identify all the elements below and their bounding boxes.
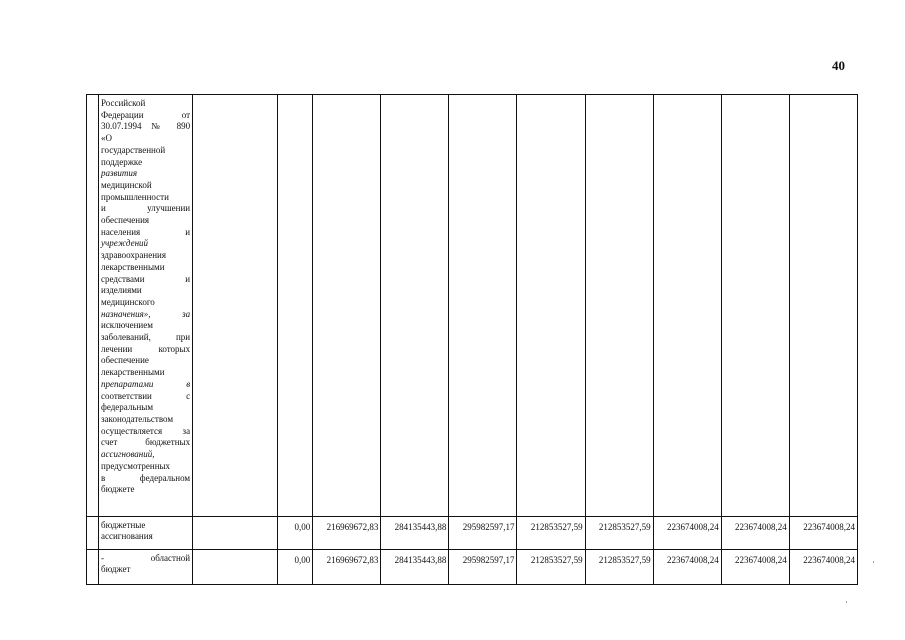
desc-line: здравоохранения xyxy=(101,250,167,261)
value-cell: 212853527,59 xyxy=(517,517,585,550)
value-cell: 223674008,24 xyxy=(721,550,789,585)
empty-cell xyxy=(193,550,278,585)
value-cell: 0,00 xyxy=(278,517,313,550)
value-cell: 223674008,24 xyxy=(653,550,721,585)
desc-line: учреждений xyxy=(101,238,149,249)
value-cell: 223674008,24 xyxy=(789,550,857,585)
value-cell: 212853527,59 xyxy=(585,550,653,585)
desc-line: лекарственными xyxy=(101,261,165,272)
value-cell: 216969672,83 xyxy=(313,550,381,585)
value-cell: 216969672,83 xyxy=(313,517,381,550)
desc-line: и улучшении xyxy=(101,203,191,214)
empty-cell xyxy=(193,517,278,550)
desc-line: лекарственными xyxy=(101,367,165,378)
desc-line: Российской xyxy=(101,98,146,108)
value-cell: 0,00 xyxy=(278,550,313,585)
value-cell: 295982597,17 xyxy=(449,517,517,550)
desc-line: назначения», за xyxy=(101,308,191,319)
row-label-line: - областной xyxy=(101,553,191,563)
value-cell: 212853527,59 xyxy=(517,550,585,585)
desc-line: соответствии с xyxy=(101,390,191,401)
scan-speck: ˙ xyxy=(872,560,875,570)
desc-line: в федеральном xyxy=(101,472,191,483)
table-row-budget-allocations xyxy=(87,517,858,550)
desc-line: препаратами в xyxy=(101,378,191,389)
desc-line: лечении которых xyxy=(101,343,191,354)
budget-table xyxy=(86,94,858,585)
desc-line: Федерации от xyxy=(101,109,191,120)
desc-line: федеральным xyxy=(101,402,154,413)
empty-cell xyxy=(789,95,857,517)
value-cell: 284135443,88 xyxy=(381,517,449,550)
empty-cell xyxy=(449,95,517,517)
empty-cell xyxy=(193,95,278,517)
value-cell: 223674008,24 xyxy=(789,517,857,550)
desc-line: поддержке xyxy=(101,156,143,167)
desc-line: счет бюджетных xyxy=(101,437,191,448)
desc-line: законодательством xyxy=(101,413,174,424)
desc-line: промышленности xyxy=(101,191,169,202)
desc-line: медицинского xyxy=(101,296,155,307)
scan-speck: ˙ xyxy=(845,600,848,610)
desc-line: ассигнований, xyxy=(101,449,155,460)
desc-line: предусмотренных xyxy=(101,460,171,471)
empty-cell xyxy=(313,95,381,517)
description-cell xyxy=(99,95,193,517)
row-label-line: бюджет xyxy=(101,564,131,574)
desc-line: государственной xyxy=(101,144,166,155)
empty-cell xyxy=(87,95,99,517)
value-cell: 212853527,59 xyxy=(585,517,653,550)
desc-line: медицинской xyxy=(101,179,152,190)
empty-cell xyxy=(653,95,721,517)
empty-cell xyxy=(381,95,449,517)
page-number: 40 xyxy=(832,58,845,73)
value-cell: 223674008,24 xyxy=(721,517,789,550)
desc-line: обеспечения xyxy=(101,215,150,226)
empty-cell xyxy=(517,95,585,517)
desc-line: осуществляется за xyxy=(101,425,191,436)
desc-line: исключением xyxy=(101,320,153,331)
row-label xyxy=(99,550,193,585)
desc-line: 30.07.1994 № 890 xyxy=(101,121,191,132)
empty-cell xyxy=(87,517,99,550)
empty-cell xyxy=(585,95,653,517)
table-row-regional-budget xyxy=(87,550,858,585)
desc-line: заболеваний, при xyxy=(101,332,191,343)
desc-line: изделиями xyxy=(101,285,142,296)
empty-cell xyxy=(721,95,789,517)
value-cell: 295982597,17 xyxy=(449,550,517,585)
row-label: бюджетные ассигнования xyxy=(99,517,193,550)
empty-cell xyxy=(87,550,99,585)
desc-line: населения и xyxy=(101,226,191,237)
desc-line: развития xyxy=(101,168,138,179)
table-row-description xyxy=(87,95,858,517)
empty-cell xyxy=(278,95,313,517)
desc-line: обеспечение xyxy=(101,355,149,366)
desc-line: средствами и xyxy=(101,273,191,284)
desc-line: «О xyxy=(101,133,112,144)
desc-line: бюджете xyxy=(101,484,135,495)
value-cell: 284135443,88 xyxy=(381,550,449,585)
value-cell: 223674008,24 xyxy=(653,517,721,550)
